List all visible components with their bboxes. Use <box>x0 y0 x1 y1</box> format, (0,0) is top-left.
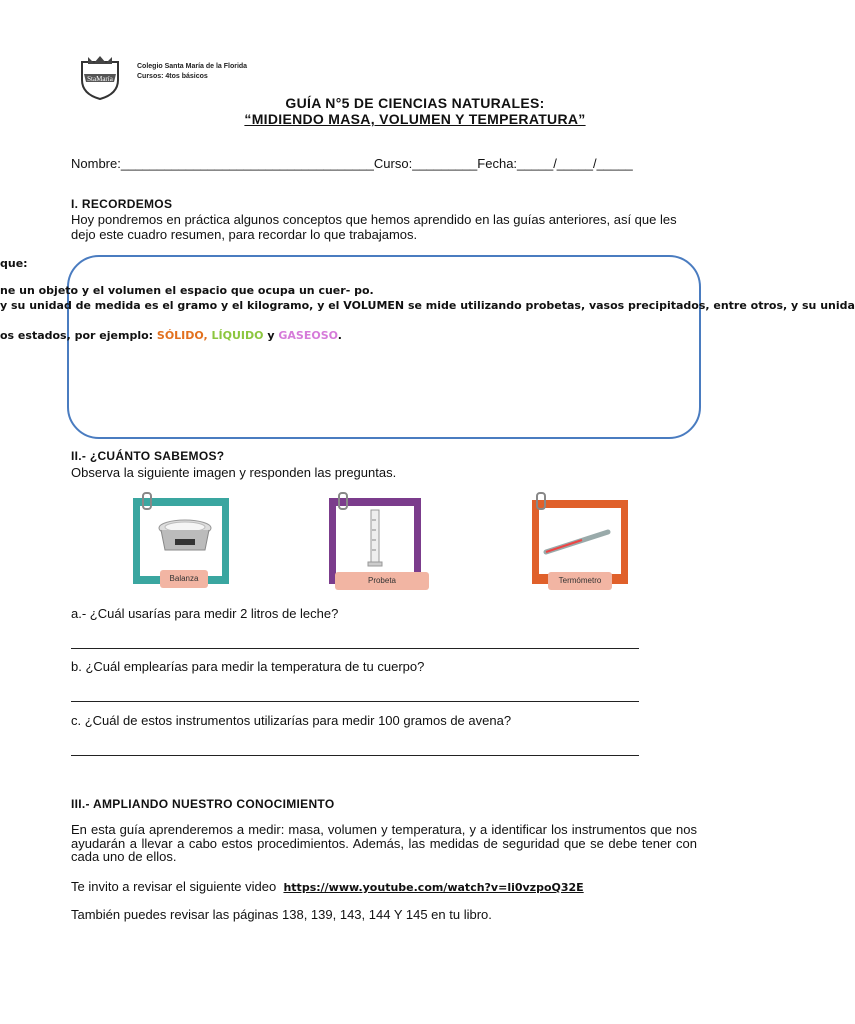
date-label: Fecha: <box>477 156 518 171</box>
school-info <box>137 62 247 82</box>
period: . <box>337 329 342 342</box>
question-a: a.- ¿Cuál usarías para medir 2 litros de leche? <box>71 606 339 621</box>
paperclip-icon <box>338 492 348 510</box>
video-link[interactable]: https://www.youtube.com/watch?v=li0vzpoQ32E <box>283 881 584 894</box>
instrument-label: Balanza <box>160 570 208 588</box>
graduated-cylinder-icon <box>365 510 387 568</box>
video-line <box>71 879 697 895</box>
course-blank[interactable]: _________ <box>412 156 478 171</box>
paperclip-icon <box>536 492 546 510</box>
student-info-fields <box>71 156 633 171</box>
name-blank[interactable]: ___________________________________ <box>120 156 374 171</box>
scale-icon <box>155 516 215 556</box>
summary-line-3: y su unidad de medida es el gramo y el kilogramo, y el VOLUMEN se mide utilizando probetas, vasos precipitados, entre otros, y su unida <box>0 299 855 312</box>
summary-line-1: que: <box>0 257 28 270</box>
course-label: Curso: <box>373 156 413 171</box>
summary-line-2: ne un objeto y el volumen el espacio que ocupa un cuer- po. <box>0 284 374 297</box>
states-prefix: os estados, por ejemplo: <box>0 329 157 342</box>
paperclip-icon <box>142 492 152 510</box>
answer-line-b[interactable] <box>71 701 639 702</box>
section3-paragraph: En esta guía aprenderemos a medir: masa, volumen y temperatura, y a identificar los instrumentos que nos ayudarán a llevar a cabo estos procedimientos. Además, las medidas de seguridad que se debe tener con cada uno de ellos. <box>71 822 697 864</box>
guide-subtitle <box>0 111 830 127</box>
conjunction: y <box>267 329 275 342</box>
instrument-card-termometro <box>532 494 637 590</box>
course-info: Cursos: 4tos básicos <box>137 73 208 80</box>
school-logo <box>76 54 124 100</box>
instrument-card-probeta <box>329 494 434 590</box>
instrument-label: Probeta <box>335 572 429 590</box>
guide-subtitle-text: “MIDIENDO MASA, VOLUMEN Y TEMPERATURA” <box>244 111 586 127</box>
video-prefix: Te invito a revisar el siguiente video <box>71 879 277 894</box>
question-b: b. ¿Cuál emplearías para medir la temperatura de tu cuerpo? <box>71 659 425 674</box>
summary-box <box>67 255 701 439</box>
section1-intro: Hoy pondremos en práctica algunos conceptos que hemos aprendido en las guías anteriores, así que les dejo este cuadro resumen, para recordar lo que trabajamos. <box>71 212 677 242</box>
section1-heading: I. RECORDEMOS <box>71 197 173 211</box>
section3-heading: III.- AMPLIANDO NUESTRO CONOCIMIENTO <box>71 797 335 811</box>
instrument-label: Termómetro <box>548 572 612 590</box>
date-blank[interactable]: _____/_____/_____ <box>517 156 633 171</box>
book-pages-note: También puedes revisar las páginas 138, 139, 143, 144 Y 145 en tu libro. <box>71 907 492 922</box>
section2-instruction: Observa la siguiente imagen y responden las preguntas. <box>71 465 397 480</box>
question-c: c. ¿Cuál de estos instrumentos utilizarías para medir 100 gramos de avena? <box>71 713 512 728</box>
guide-title: GUÍA N°5 DE CIENCIAS NATURALES: <box>285 95 545 111</box>
name-label: Nombre: <box>71 156 121 171</box>
answer-line-a[interactable] <box>71 648 639 649</box>
section2-heading: II.- ¿CUÁNTO SABEMOS? <box>71 449 225 463</box>
state-solid: SÓLIDO <box>156 329 204 342</box>
state-liquid: LÍQUIDO <box>211 329 264 342</box>
school-name: Colegio Santa María de la Florida <box>137 63 248 70</box>
svg-text:StaMaría: StaMaría <box>87 75 113 83</box>
comma: , <box>203 329 208 342</box>
state-gas: GASEOSO <box>278 329 338 342</box>
answer-line-c[interactable] <box>71 755 639 756</box>
thermometer-icon <box>542 524 622 558</box>
summary-line-4 <box>0 329 342 342</box>
instrument-card-balanza <box>133 494 238 590</box>
